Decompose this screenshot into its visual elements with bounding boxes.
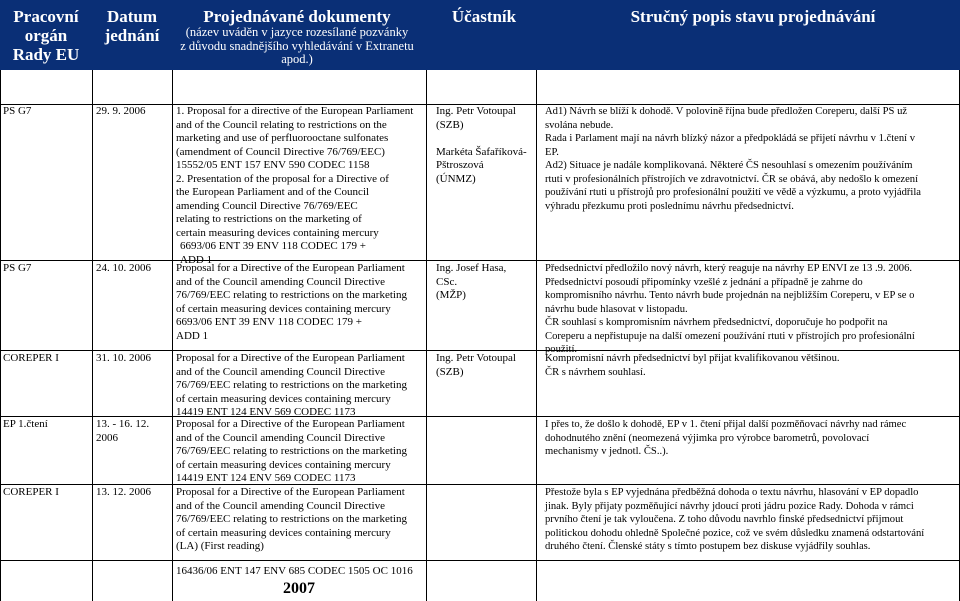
row5-summary: Přestože byla s EP vyjednána předběžná dohoda o textu návrhu, hlasování v EP dopadlo jinak. Byly přijaty pozměňující návrhy jdoucí proti jádru pozice Rady. Dohoda v rámci prvního čtení je tak vyloučena. Z toho důvodu navrhlo finské předsednictví přijmout politickou dohodu ohledně Společné pozice, což ve svém důsledku znamená odstartování druhého čtení. Členské státy s tímto postupem bez diskuse vyjádřily souhlas.: [545, 487, 925, 552]
grid-line: [426, 70, 427, 601]
row1-summary: Ad1) Návrh se blíží k dohodě. V polovině října bude předložen Coreperu, další PS už svolána nebude. Rada i Parlament mají na návrh blízký názor a předpokládá se přijetí návrhu v 1.čtení v EP. Ad2) Situace je nadále komplikovaná. Některé ČS nesouhlasí s omezením používáním rtuti v profesionálních přístrojích ve zdravotnictví. ČR se obává, aby nedošlo k omezení používání rtuti u přístrojů pro profesionální použití ve vědě a výzkumu, a proto vyjádřila výhradu přezkumu proti poslednímu návrhu předsednictví.: [545, 106, 921, 212]
row4-date: 13. - 16. 12. 2006: [96, 418, 150, 444]
grid-line: [536, 70, 537, 601]
grid-line: [92, 70, 93, 601]
header-summary: Stručný popis stavu projednávání: [630, 7, 876, 26]
row1-participants: Ing. Petr Votoupal (SZB) Markéta Šafaříková- Pštroszová (ÚNMZ): [436, 105, 527, 185]
row3-organ: COREPER I: [3, 352, 59, 364]
row4-summary: I přes to, že došlo k dohodě, EP v 1. čtení přijal další pozměňovací návrhy nad rámec dohodnutého znění (neomezená výjimka pro výrobce barometrů, povolovací mechanismy v jednotl. ČS..).: [545, 419, 907, 457]
row2-participants: Ing. Josef Hasa, CSc. (MŽP): [436, 262, 507, 301]
row5-documents: Proposal for a Directive of the European Parliament and of the Council amending Council Directive 76/769/EEC relating to restrictions on the marketing of certain measuring devices containing mercury (LA) (First reading): [176, 486, 407, 552]
header-documents: [172, 0, 422, 70]
row1-documents: 1. Proposal for a directive of the European Parliament and of the Council relating to restrictions on the marketing and use of perfluorooctane sulfonates (amendment of Council Directive 76/769/EEC) 15552/05 ENT 157 ENV 590 CODEC 1158 2. Presentation of the proposal for a Directive of the European Parliament and of the Council amending Council Directive 76/769/EEC relating to restrictions on the marketing of certain measuring devices containing mercury 6693/06 ENT 39 ENV 118 CODEC 179 + ADD 1: [176, 105, 414, 266]
grid-line: [172, 70, 173, 601]
row2-organ: PS G7: [3, 262, 32, 274]
header-documents-title: Projednávané dokumenty: [203, 7, 391, 26]
grid-line: [0, 70, 1, 601]
row3-summary: Kompromisní návrh předsednictví byl přijat kvalifikovanou většinou. ČR s návrhem souhlasí.: [545, 353, 840, 378]
header-organ: Pracovní orgán Rady EU: [12, 7, 80, 64]
row5-organ: COREPER I: [3, 486, 59, 498]
row4-organ: EP 1.čtení: [3, 418, 48, 430]
row5-document-number: 16436/06 ENT 147 ENV 685 CODEC 1505 OC 1016: [176, 565, 413, 577]
header-participant: Účastník: [451, 7, 517, 26]
row5-date: 13. 12. 2006: [96, 486, 151, 498]
row1-date: 29. 9. 2006: [96, 105, 146, 117]
grid-row-divider: [0, 560, 960, 561]
grid-row-divider: [0, 260, 960, 261]
row2-documents: Proposal for a Directive of the European Parliament and of the Council amending Council Directive 76/769/EEC relating to restrictions on the marketing of certain measuring devices containing mercury 6693/06 ENT 39 ENV 118 CODEC 179 + ADD 1: [176, 262, 407, 342]
grid-row-divider: [0, 416, 960, 417]
header-documents-note: (název uváděn v jazyce rozesílané pozvánky z důvodu snadnějšího vyhledávání v Extranetu apod.): [180, 25, 414, 66]
header-date: Datum jednání: [104, 7, 160, 45]
grid-row-divider: [0, 484, 960, 485]
row2-summary: Předsednictví předložilo nový návrh, který reaguje na návrhy EP ENVI ze 13 .9. 2006. Předsednictví posoudí připomínky vzešlé z jednání a případně je zahrne do kompromisního návrhu. Tento návrh bude projednán na nejbližším Coreperu, v EP se o návrhu bude hlasovat v listopadu. ČR souhlasí s kompromisním návrhem předsednictví, doporučuje ho podpořit na Coreperu a nepřistupuje na další omezení používání rtuti v přístrojích pro profesionální použití.: [545, 263, 915, 355]
row3-date: 31. 10. 2006: [96, 352, 151, 364]
row2-date: 24. 10. 2006: [96, 262, 151, 274]
row1-organ: PS G7: [3, 105, 32, 117]
row3-documents: Proposal for a Directive of the European Parliament and of the Council amending Council Directive 76/769/EEC relating to restrictions on the marketing of certain measuring devices containing mercury 14419 ENT 124 ENV 569 CODEC 1173: [176, 352, 407, 418]
footer-year: 2007: [283, 580, 315, 597]
table-header: [0, 0, 960, 70]
row4-documents: Proposal for a Directive of the European Parliament and of the Council amending Council Directive 76/769/EEC relating to restrictions on the marketing of certain measuring devices containing mercury 14419 ENT 124 ENV 569 CODEC 1173: [176, 418, 407, 484]
row3-participants: Ing. Petr Votoupal (SZB): [436, 352, 516, 378]
